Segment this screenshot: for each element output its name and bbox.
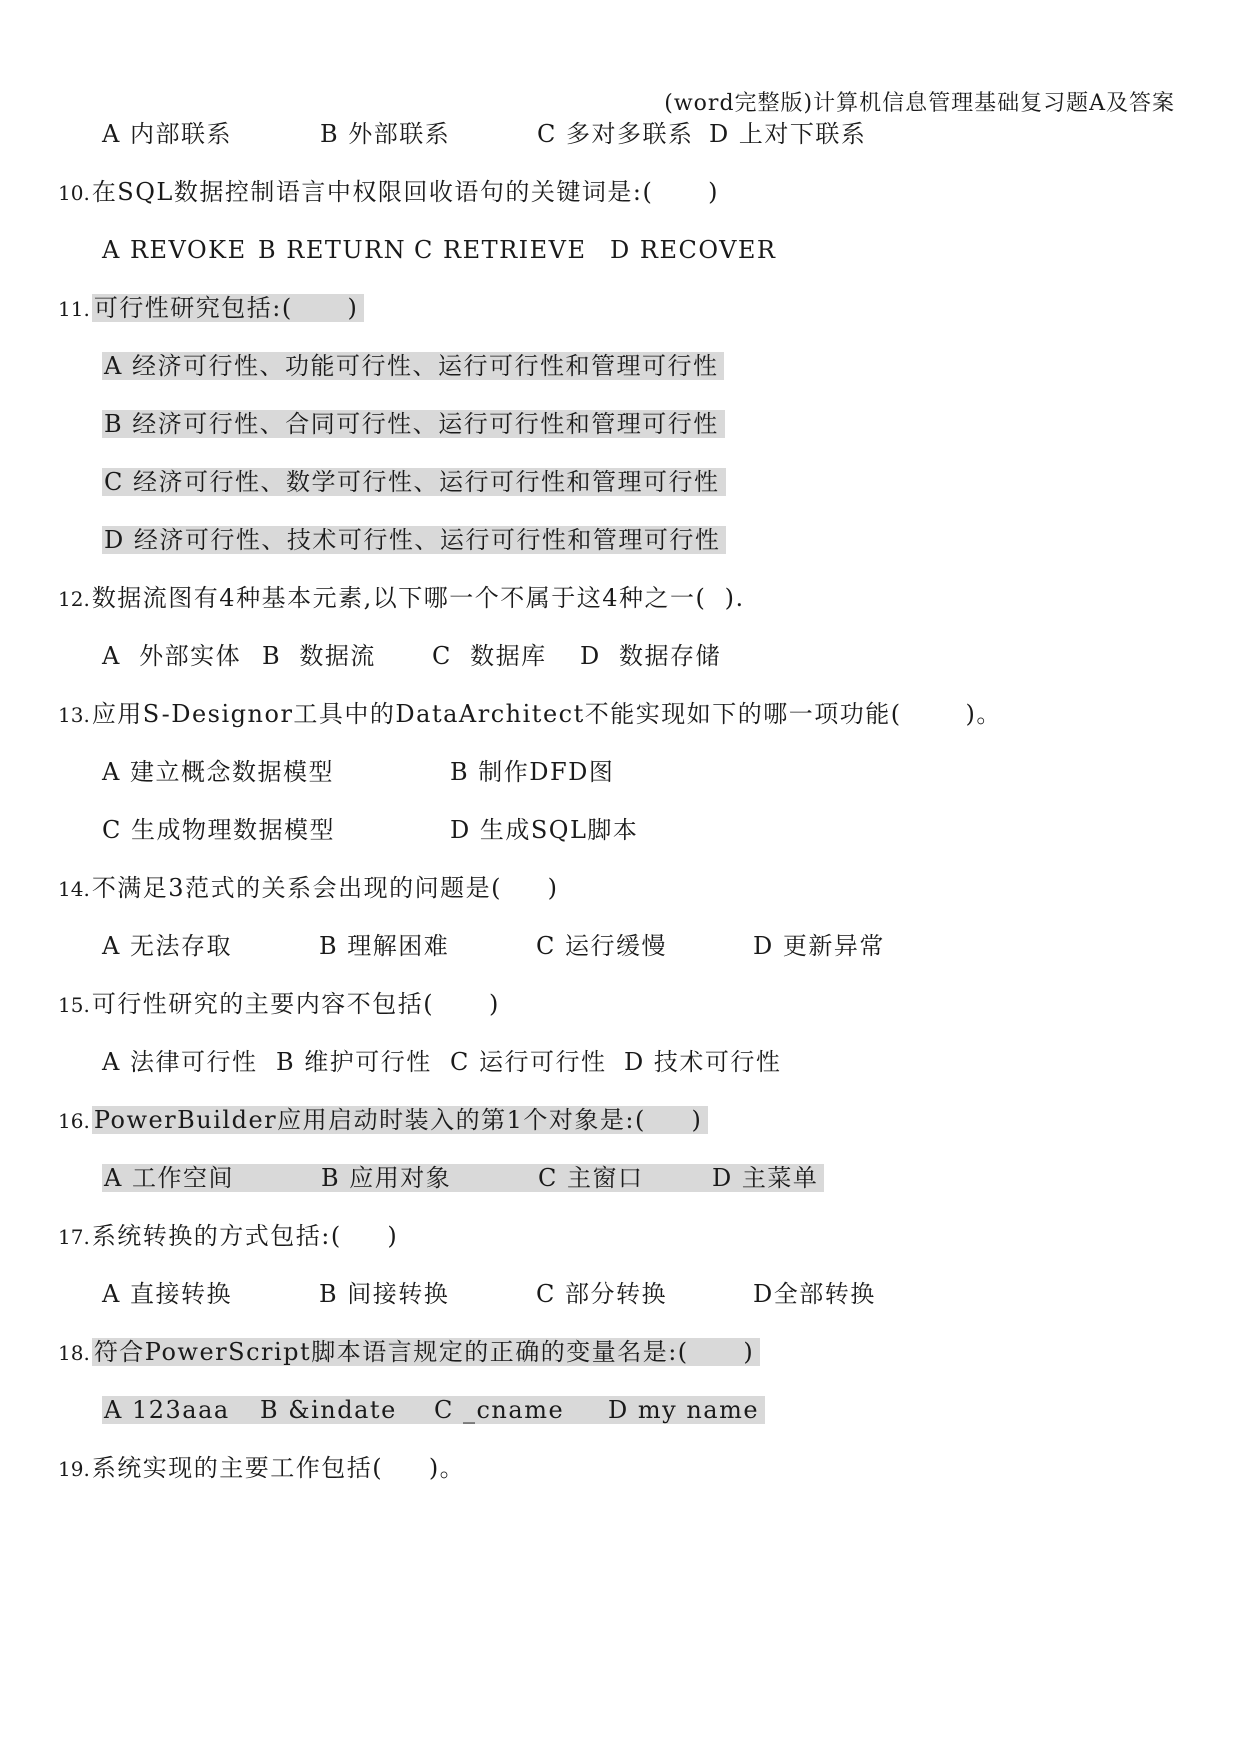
question-text: 数据流图有4种基本元素,以下哪一个不属于这4种之一( ). [91,584,745,612]
q13-options-row2 [102,812,638,848]
q15-option-c: C 运行可行性 [450,1048,607,1076]
q14-option-a: A 无法存取 [102,932,232,960]
q18-option-b: B &indate [260,1396,397,1424]
q18-option-a: A 123aaa [104,1396,230,1424]
q14-option-c: C 运行缓慢 [536,932,667,960]
q16-options [102,1160,824,1196]
q11-option-b: B 经济可行性、合同可行性、运行可行性和管理可行性 [102,406,725,442]
q12-option-a: A 外部实体 [102,642,242,670]
q9-option-b: B 外部联系 [320,120,451,148]
question-19 [58,1450,465,1487]
q9-option-a: A 内部联系 [102,120,232,148]
question-18 [58,1334,760,1371]
question-14 [58,870,558,907]
question-17 [58,1218,398,1255]
question-text: 符合PowerScript脚本语言规定的正确的变量名是:( ) [92,1338,760,1366]
q12-options [102,638,721,674]
question-12 [58,580,745,617]
q18-option-d: D my name [608,1396,760,1424]
q14-option-b: B 理解困难 [319,932,450,960]
q11-option-d: D 经济可行性、技术可行性、运行可行性和管理可行性 [102,522,726,558]
question-text: 在SQL数据控制语言中权限回收语句的关键词是:( ) [91,178,719,206]
question-number: 16. [58,1109,90,1133]
q13-option-d: D 生成SQL脚本 [450,816,639,844]
q10-option-b: B RETURN [258,236,407,264]
question-11 [58,290,364,327]
q10-option-a: A REVOKE [102,236,247,264]
q14-option-d: D 更新异常 [753,932,885,960]
question-text: 系统转换的方式包括:( ) [91,1222,399,1250]
question-number: 11. [58,297,90,321]
q9-option-c: C 多对多联系 [537,120,694,148]
question-15 [58,986,500,1023]
q16-option-c: C 主窗口 [538,1164,644,1192]
question-text: 应用S-Designor工具中的DataArchitect不能实现如下的哪一项功能( )。 [91,700,1002,728]
q12-option-c: C 数据库 [432,642,547,670]
q13-options-row1 [102,754,614,790]
q11-option-c: C 经济可行性、数学可行性、运行可行性和管理可行性 [102,464,726,500]
q9-option-d: D 上对下联系 [709,120,867,148]
q15-option-b: B 维护可行性 [276,1048,432,1076]
question-16 [58,1102,708,1139]
question-number: 15. [58,993,90,1017]
question-number: 13. [58,703,90,727]
q13-option-b: B 制作DFD图 [450,758,615,786]
q13-option-a: A 建立概念数据模型 [102,758,334,786]
q15-option-d: D 技术可行性 [624,1048,782,1076]
question-text: 可行性研究包括:( ) [92,294,365,322]
question-text: PowerBuilder应用启动时装入的第1个对象是:( ) [92,1106,709,1134]
q17-option-b: B 间接转换 [319,1280,450,1308]
question-text: 不满足3范式的关系会出现的问题是( ) [91,874,559,902]
question-number: 14. [58,877,90,901]
q12-option-d: D 数据存储 [580,642,721,670]
question-text: 可行性研究的主要内容不包括( ) [91,990,500,1018]
q12-option-b: B 数据流 [262,642,376,670]
question-10 [58,174,719,211]
question-number: 12. [58,587,90,611]
q11-option-a: A 经济可行性、功能可行性、运行可行性和管理可行性 [102,348,724,384]
q18-option-c: C _cname [434,1396,565,1424]
q15-option-a: A 法律可行性 [102,1048,258,1076]
q10-options [102,232,777,268]
question-number: 10. [58,181,90,205]
q10-option-c: C RETRIEVE [414,236,587,264]
q10-option-d: D RECOVER [610,236,777,264]
question-number: 19. [58,1457,90,1481]
document-header: (word完整版)计算机信息管理基础复习题A及答案 [664,91,1175,116]
question-number: 18. [58,1341,90,1365]
q15-options [102,1044,781,1080]
question-text: 系统实现的主要工作包括( )。 [91,1454,466,1482]
q17-option-c: C 部分转换 [536,1280,667,1308]
q17-option-a: A 直接转换 [102,1280,232,1308]
q14-options [102,928,885,964]
q17-option-d: D全部转换 [753,1280,876,1308]
q16-option-a: A 工作空间 [104,1164,234,1192]
q13-option-c: C 生成物理数据模型 [102,816,335,844]
q18-options [102,1392,765,1428]
question-number: 17. [58,1225,90,1249]
q17-options [102,1276,876,1312]
q16-option-d: D 主菜单 [712,1164,819,1192]
q16-option-b: B 应用对象 [321,1164,452,1192]
question-13 [58,696,1002,733]
q9-options [102,116,866,152]
